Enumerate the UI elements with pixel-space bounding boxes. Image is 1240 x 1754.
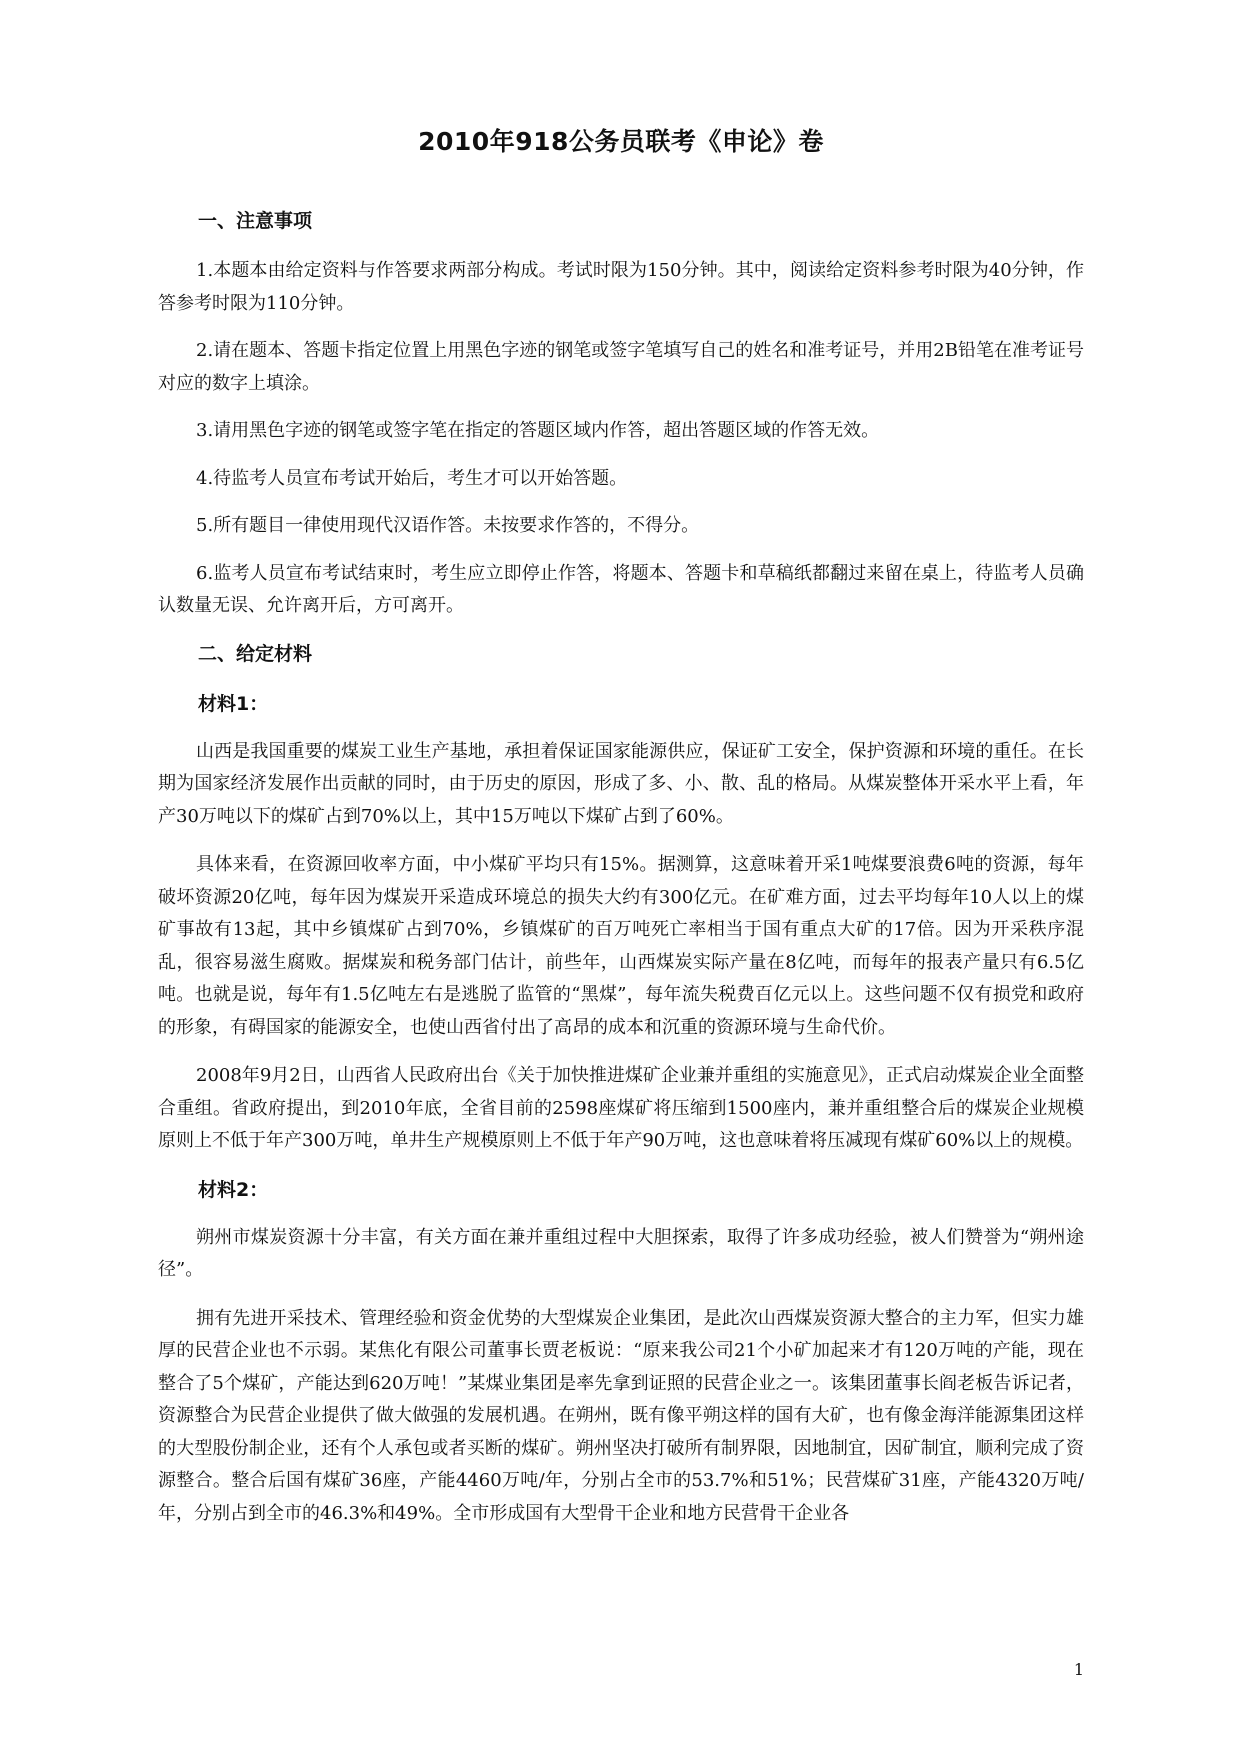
page-number: 1 bbox=[1073, 1660, 1084, 1679]
material-1-paragraph: 2008年9月2日，山西省人民政府出台《关于加快推进煤矿企业兼并重组的实施意见》，正式启动煤炭企业全面整合重组。省政府提出，到2010年底，全省目前的2598座煤矿将压缩到1500座内，兼并重组整合后的煤炭企业规模原则上不低于年产300万吨，单井生产规模原则上不低于年产90万吨，这也意味着将压减现有煤矿60%以上的规模。 bbox=[158, 1065, 1084, 1151]
material-1-paragraph: 具体来看，在资源回收率方面，中小煤矿平均只有15%。据测算，这意味着开采1吨煤要浪费6吨的资源，每年破坏资源20亿吨，每年因为煤炭开采造成环境总的损失大约有300亿元。在矿难方面，过去平均每年10人以上的煤矿事故有13起，其中乡镇煤矿占到70%，乡镇煤矿的百万吨死亡率相当于国有重点大矿的17倍。因为开采秩序混乱，很容易滋生腐败。据煤炭和税务部门估计，前些年，山西煤炭实际产量在8亿吨，而每年的报表产量只有6.5亿吨。也就是说，每年有1.5亿吨左右是逃脱了监管的“黑煤”，每年流失税费百亿元以上。这些问题不仅有损党和政府的形象，有碍国家的能源安全，也使山西省付出了高昂的成本和沉重的资源环境与生命代价。 bbox=[158, 854, 1084, 1038]
document-body bbox=[158, 205, 1084, 1546]
section-heading-materials: 二、给定材料 bbox=[198, 642, 313, 665]
note-item: 2.请在题本、答题卡指定位置上用黑色字迹的钢笔或签字笔填写自己的姓名和准考证号，并用2B铅笔在准考证号对应的数字上填涂。 bbox=[158, 340, 1084, 394]
material-1-heading: 材料1： bbox=[198, 692, 269, 715]
note-item: 3.请用黑色字迹的钢笔或签字笔在指定的答题区域内作答，超出答题区域的作答无效。 bbox=[196, 420, 880, 441]
material-2-heading: 材料2： bbox=[198, 1178, 269, 1201]
note-item: 4.待监考人员宣布考试开始后，考生才可以开始答题。 bbox=[196, 467, 628, 489]
document-title: 2010年918公务员联考《申论》卷 bbox=[418, 127, 824, 156]
note-item: 6.监考人员宣布考试结束时，考生应立即停止作答，将题本、答题卡和草稿纸都翻过来留在桌上，待监考人员确认数量无误、允许离开后，方可离开。 bbox=[158, 562, 1084, 616]
material-1-paragraph: 山西是我国重要的煤炭工业生产基地，承担着保证国家能源供应，保证矿工安全，保护资源和环境的重任。在长期为国家经济发展作出贡献的同时，由于历史的原因，形成了多、小、散、乱的格局。从煤炭整体开采水平上看，年产30万吨以下的煤矿占到70%以上，其中15万吨以下煤矿占到了60%。 bbox=[158, 740, 1084, 827]
section-heading-notes: 一、注意事项 bbox=[198, 210, 313, 232]
material-2-paragraph: 拥有先进开采技术、管理经验和资金优势的大型煤炭企业集团，是此次山西煤炭资源大整合的主力军，但实力雄厚的民营企业也不示弱。某焦化有限公司董事长贾老板说：“原来我公司21个小矿加起来才有120万吨的产能，现在整合了5个煤矿，产能达到620万吨！”某煤业集团是率先拿到证照的民营企业之一。该集团董事长阎老板告诉记者，资源整合为民营企业提供了做大做强的发展机遇。在朔州，既有像平朔这样的国有大矿，也有像金海洋能源集团这样的大型股份制企业，还有个人承包或者买断的煤矿。朔州坚决打破所有制界限，因地制宜，因矿制宜，顺利完成了资源整合。整合后国有煤矿36座，产能4460万吨/年，分别占全市的53.7%和51%；民营煤矿31座，产能4320万吨/年，分别占到全市的46.3%和49%。全市形成国有大型骨干企业和地方民营骨干企业各 bbox=[158, 1307, 1084, 1524]
material-2-paragraph: 朔州市煤炭资源十分丰富，有关方面在兼并重组过程中大胆探索，取得了许多成功经验，被人们赞誉为“朔州途径”。 bbox=[158, 1226, 1084, 1280]
note-item: 1.本题本由给定资料与作答要求两部分构成。考试时限为150分钟。其中，阅读给定资料参考时限为40分钟，作答参考时限为110分钟。 bbox=[158, 260, 1084, 314]
document-page bbox=[158, 0, 1084, 1754]
note-item: 5.所有题目一律使用现代汉语作答。未按要求作答的，不得分。 bbox=[196, 515, 700, 536]
